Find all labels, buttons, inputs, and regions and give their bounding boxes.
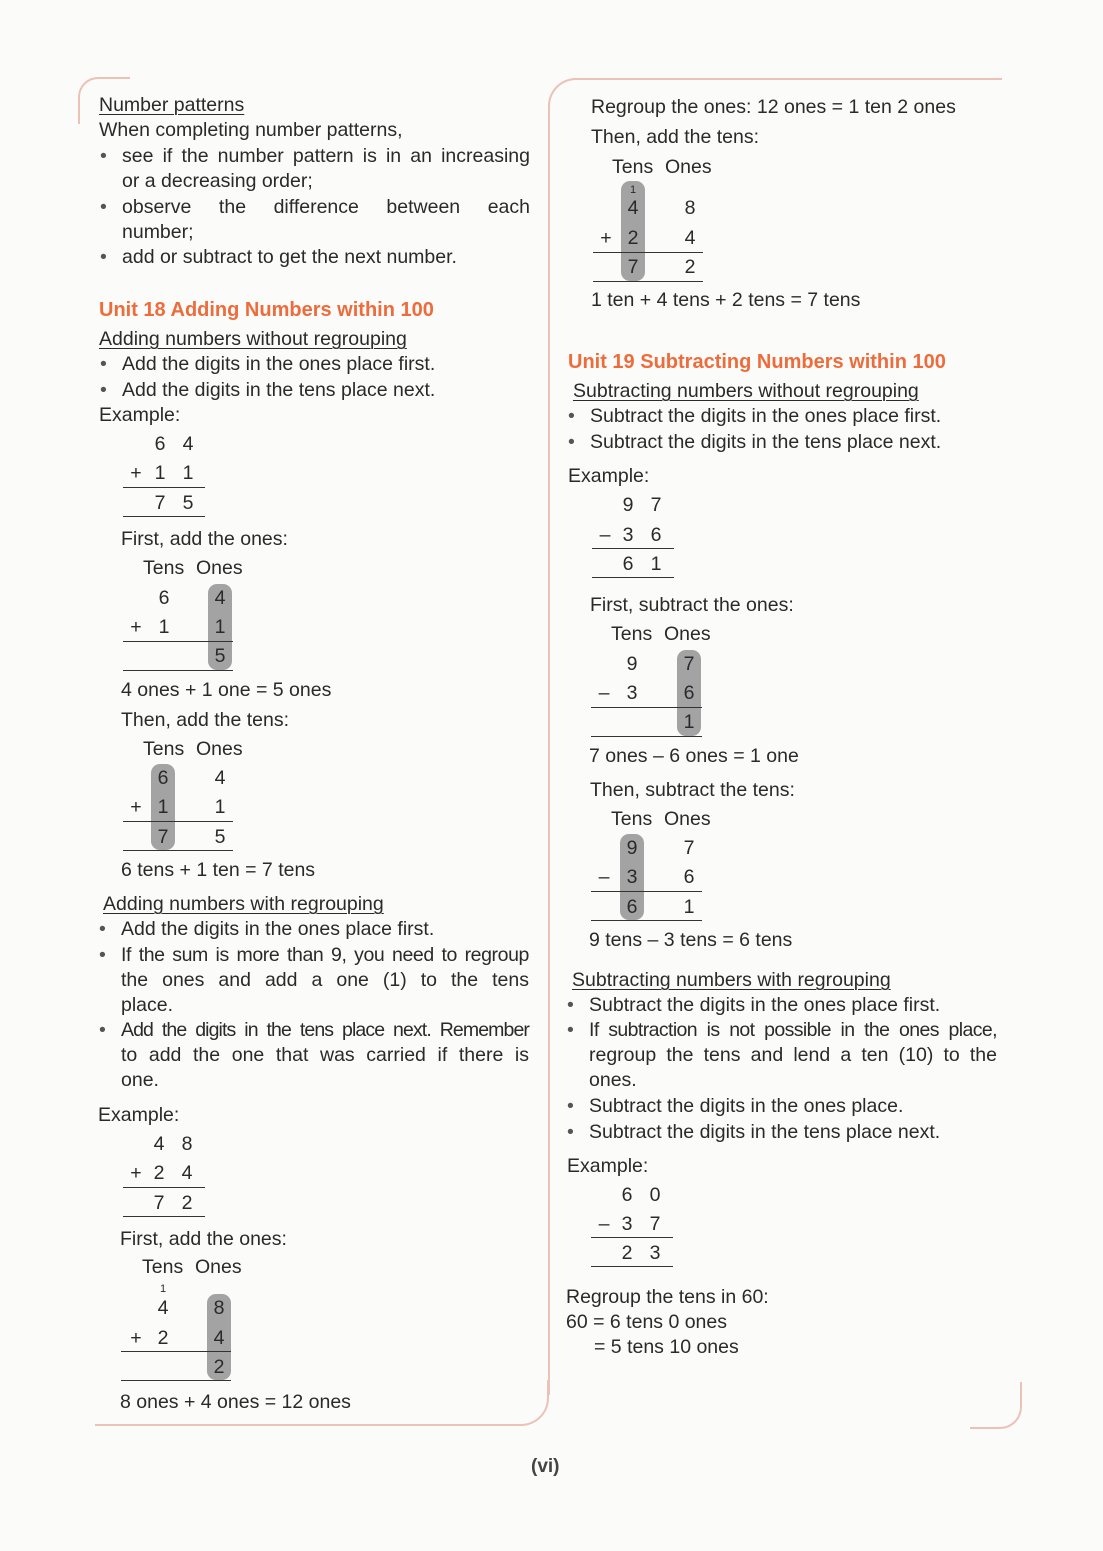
bullet-item: • If subtraction is not possible in the ones place, regroup the tens and lend a ten (10) to the ones. <box>589 1018 997 1093</box>
then-subtract-tens: Then, subtract the tens: <box>590 779 795 801</box>
ones-label: Ones <box>196 557 243 579</box>
tens-equation: 6 tens + 1 ten = 7 tens <box>121 859 316 881</box>
example-label: Example: <box>567 1155 649 1177</box>
adding-without-regrouping-heading: Adding numbers without regrouping <box>99 328 407 350</box>
number-patterns-heading: Number patterns <box>99 94 245 116</box>
bullet-item: • add or subtract to get the next number. <box>122 245 530 270</box>
tens-label: Tens <box>611 808 653 830</box>
right-frame-bottom-corner <box>970 1382 1022 1429</box>
right-frame-left-edge <box>548 110 550 1395</box>
bullet-item: • Subtract the digits in the ones place first. <box>589 993 997 1018</box>
tens-equation: 9 tens – 3 tens = 6 tens <box>589 929 793 951</box>
tens-equation: 1 ten + 4 tens + 2 tens = 7 tens <box>591 289 861 311</box>
bullet-item: • observe the difference between each number; <box>122 195 530 245</box>
ones-equation: 7 ones – 6 ones = 1 one <box>589 745 799 767</box>
equation-line-2: = 5 tens 10 ones <box>594 1336 739 1358</box>
first-add-ones: First, add the ones: <box>121 528 288 550</box>
example-label: Example: <box>98 1104 180 1126</box>
number-patterns-intro: When completing number patterns, <box>99 119 403 141</box>
bullet-item: • Subtract the digits in the tens place next. <box>590 430 941 455</box>
adding-with-regrouping-heading: Adding numbers with regrouping <box>103 893 384 915</box>
then-add-tens: Then, add the tens: <box>591 126 760 148</box>
unit-19-heading: Unit 19 Subtracting Numbers within 100 <box>568 351 946 373</box>
bullet-item: • see if the number pattern is in an increasing or a decreasing order; <box>122 144 530 194</box>
equation-line-1: 60 = 6 tens 0 ones <box>566 1311 727 1333</box>
ones-label: Ones <box>665 156 712 178</box>
ones-equation: 4 ones + 1 one = 5 ones <box>121 679 332 701</box>
bullet-item: • Subtract the digits in the tens place next. <box>589 1120 997 1145</box>
bullet-item: • If the sum is more than 9, you need to regroup the ones and add a one (1) to the tens place. <box>121 943 529 1018</box>
tens-label: Tens <box>611 623 653 645</box>
bullet-item: • Add the digits in the tens place next. Remember to add the one that was carried if there is one. <box>121 1018 529 1093</box>
regroup-ones-line: Regroup the ones: 12 ones = 1 ten 2 ones <box>591 96 956 118</box>
ones-label: Ones <box>196 738 243 760</box>
carry-digit: 1 <box>159 1283 167 1295</box>
page-number: (vi) <box>531 1456 560 1477</box>
ones-equation: 8 ones + 4 ones = 12 ones <box>120 1391 351 1413</box>
then-add-tens: Then, add the tens: <box>121 709 290 731</box>
ones-label: Ones <box>664 808 711 830</box>
example-label: Example: <box>99 404 181 426</box>
subtracting-with-regrouping-heading: Subtracting numbers with regrouping <box>572 969 891 991</box>
bullet-item: • Add the digits in the tens place next. <box>122 378 435 403</box>
ones-label: Ones <box>195 1256 242 1278</box>
regroup-tens-in-60: Regroup the tens in 60: <box>566 1286 769 1308</box>
bullet-item: • Subtract the digits in the ones place first. <box>590 404 941 429</box>
tens-label: Tens <box>143 557 185 579</box>
carry-digit: 1 <box>629 184 637 196</box>
bullet-item: • Subtract the digits in the ones place. <box>589 1094 997 1119</box>
unit-18-heading: Unit 18 Adding Numbers within 100 <box>99 299 434 321</box>
tens-label: Tens <box>612 156 654 178</box>
first-subtract-ones: First, subtract the ones: <box>590 594 794 616</box>
bullet-item: • Add the digits in the ones place first. <box>122 352 435 377</box>
ones-label: Ones <box>664 623 711 645</box>
bullet-item: • Add the digits in the ones place first. <box>121 917 529 942</box>
example-label: Example: <box>568 465 650 487</box>
tens-label: Tens <box>142 1256 184 1278</box>
tens-label: Tens <box>143 738 185 760</box>
first-add-ones: First, add the ones: <box>120 1228 287 1250</box>
subtracting-without-regrouping-heading: Subtracting numbers without regrouping <box>573 380 919 402</box>
